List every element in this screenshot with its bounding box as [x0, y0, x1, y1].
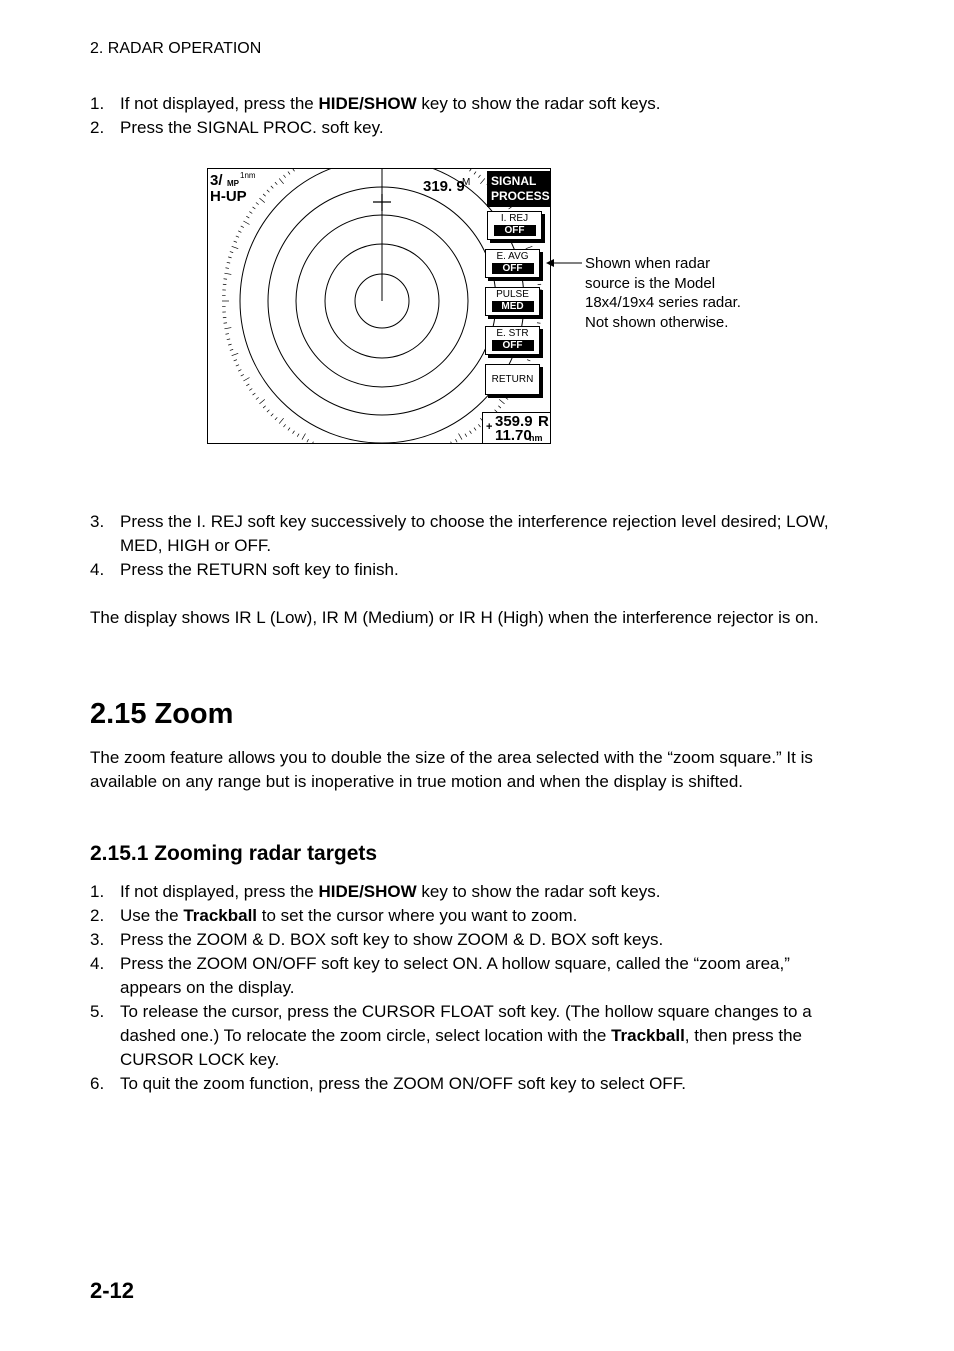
- cursor-range: 11.70: [495, 427, 532, 444]
- softkey-value: MED: [492, 301, 534, 312]
- bearing-tick: [478, 175, 480, 178]
- range-label: 3/: [210, 172, 223, 189]
- bearing-tick: [474, 172, 476, 175]
- bearing-tick: [297, 434, 299, 437]
- bearing-tick: [241, 374, 244, 376]
- subsection-heading: 2.15.1 Zooming radar targets: [90, 842, 378, 865]
- softkey-value: OFF: [492, 263, 534, 274]
- radar-display-figure: [207, 168, 551, 444]
- bearing-tick: [234, 241, 237, 242]
- list-item: [90, 92, 850, 116]
- step-text: Press the I. REJ soft key successively to choose the interference rejection level desired; LOW, MED, HIGH or OFF.: [120, 512, 829, 555]
- step-number: 2.: [90, 906, 105, 925]
- cursor-bearing: 359.9: [495, 413, 533, 430]
- bearing-tick: [509, 207, 512, 209]
- softkey-i-rej[interactable]: [487, 211, 542, 240]
- bearing-tick: [234, 360, 237, 361]
- mode-label: H-UP: [210, 188, 247, 205]
- bearing-tick: [527, 241, 530, 242]
- bearing-tick: [225, 268, 228, 269]
- list-item: [90, 1072, 850, 1096]
- bearing-tick: [470, 431, 472, 434]
- heading-unit: M: [462, 177, 471, 188]
- bearing-tick: [505, 397, 508, 399]
- bearing-tick: [527, 360, 530, 361]
- softkey-e-avg[interactable]: [485, 249, 540, 278]
- section-heading: 2.15 Zoom: [90, 698, 234, 730]
- bearing-tick: [249, 212, 252, 214]
- bearing-tick: [230, 349, 233, 350]
- bearing-tick: [232, 353, 239, 355]
- softkey-label: E. STR: [496, 328, 529, 339]
- bearing-tick: [263, 406, 266, 408]
- softkey-pulse[interactable]: [485, 287, 540, 316]
- list-item: [90, 116, 850, 140]
- page-number: 2-12: [90, 1278, 135, 1303]
- list-item: [90, 558, 850, 582]
- bearing-tick: [288, 428, 290, 431]
- bearing-tick: [224, 328, 231, 329]
- step-number: 5.: [90, 1002, 105, 1021]
- bearing-tick: [293, 431, 295, 434]
- list-item: [90, 510, 850, 558]
- step-text: Press the RETURN soft key to finish.: [120, 560, 399, 579]
- bearing-tick: [283, 424, 285, 427]
- step-number: 3.: [90, 930, 105, 949]
- bearing-tick: [271, 186, 273, 189]
- cursor-symbol: +: [486, 421, 493, 433]
- softkey-e-str[interactable]: [485, 326, 540, 355]
- bearing-tick: [236, 236, 239, 237]
- bearing-tick: [459, 434, 463, 440]
- section-intro: The zoom feature allows you to double the size of the area selected with the “zoom square.” It is available on any range but is inoperative in true motion and when the display is shifted.: [90, 748, 813, 791]
- bearing-tick: [238, 370, 241, 372]
- range-sub-label: MP: [227, 179, 239, 188]
- step-number: 2.: [90, 118, 105, 137]
- bearing-tick: [312, 442, 314, 444]
- list-item: [90, 904, 850, 928]
- bearing-tick: [256, 397, 259, 399]
- step-number: 4.: [90, 560, 105, 579]
- bearing-tick: [478, 424, 480, 427]
- step-text: To quit the zoom function, press the ZOOM ON/OFF soft key to select OFF.: [120, 1074, 686, 1093]
- bearing-tick: [224, 273, 231, 274]
- step-number: 3.: [90, 512, 105, 531]
- step-text: Press the ZOOM ON/OFF soft key to select ON. A hollow square, called the “zoom area,” appears on the display.: [120, 954, 790, 997]
- bearing-tick: [227, 339, 230, 340]
- cursor-range-unit: nm: [529, 433, 543, 443]
- list-item: [90, 928, 850, 952]
- menu-title-line2: PROCESS: [491, 189, 550, 203]
- list-item: [90, 880, 850, 904]
- bearing-tick: [253, 207, 256, 209]
- softkey-return[interactable]: [485, 364, 540, 395]
- softkey-label: PULSE: [496, 289, 529, 300]
- bearing-tick: [455, 439, 457, 442]
- bearing-tick: [267, 190, 270, 192]
- bearing-tick: [451, 442, 453, 444]
- bearing-tick: [227, 262, 230, 263]
- bearing-tick: [256, 202, 259, 204]
- bearing-tick: [279, 418, 283, 423]
- bearing-tick: [474, 428, 476, 431]
- callout-note: Shown when radar source is the Model 18x4/19x4 series radar. Not shown otherwise.: [585, 255, 741, 331]
- cursor-readout-box: [482, 412, 551, 444]
- softkey-label: E. AVG: [496, 251, 529, 262]
- bearing-tick: [275, 417, 277, 420]
- bearing-tick: [302, 434, 306, 440]
- softkey-value: OFF: [492, 340, 534, 351]
- bearing-tick: [267, 410, 270, 412]
- step-number: 1.: [90, 882, 105, 901]
- step-number: 6.: [90, 1074, 105, 1093]
- step-text: To release the cursor, press the CURSOR FLOAT soft key. (The hollow square changes to a dashed one.) To relocate the zoom circle, select location with the Trackball, then press the CURSOR LOCK key.: [120, 1002, 812, 1069]
- bearing-tick: [228, 344, 231, 345]
- bearing-tick: [275, 182, 277, 185]
- menu-title-line1: SIGNAL: [491, 174, 537, 188]
- cursor-bearing-unit: R: [538, 413, 549, 430]
- bearing-tick: [243, 221, 249, 225]
- bearing-tick: [307, 439, 309, 442]
- step-text: If not displayed, press the HIDE/SHOW key to show the radar soft keys.: [120, 94, 661, 113]
- step-number: 1.: [90, 94, 105, 113]
- bearing-tick: [480, 178, 484, 183]
- bearing-tick: [232, 246, 239, 248]
- bearing-tick: [236, 365, 239, 366]
- step-text: If not displayed, press the HIDE/SHOW key to show the radar soft keys.: [120, 882, 661, 901]
- bearing-tick: [465, 434, 467, 437]
- bearing-tick: [230, 252, 233, 253]
- step-text: Press the SIGNAL PROC. soft key.: [120, 118, 384, 137]
- bearing-tick: [259, 399, 264, 403]
- bearing-tick: [470, 169, 472, 171]
- bearing-tick: [238, 231, 241, 233]
- ring-interval-label: 1nm: [240, 171, 256, 180]
- signal-process-menu-title: [487, 171, 551, 207]
- softkey-label: RETURN: [491, 374, 534, 385]
- softkey-label: I. REJ: [500, 213, 529, 224]
- step-text: Press the ZOOM & D. BOX soft key to show ZOOM & D. BOX soft keys.: [120, 930, 664, 949]
- bearing-tick: [288, 172, 290, 175]
- running-header: 2. RADAR OPERATION: [90, 40, 262, 57]
- softkey-value: OFF: [494, 225, 536, 236]
- bearing-tick: [271, 414, 273, 417]
- step-text: Use the Trackball to set the cursor where you want to zoom.: [120, 906, 578, 925]
- step-number: 4.: [90, 954, 105, 973]
- bearing-tick: [241, 226, 244, 228]
- ir-paragraph: The display shows IR L (Low), IR M (Medium) or IR H (High) when the interference rejector is on.: [90, 608, 819, 627]
- bearing-tick: [246, 384, 249, 386]
- bearing-tick: [279, 178, 283, 183]
- bearing-tick: [243, 378, 249, 382]
- bearing-tick: [225, 334, 228, 335]
- bearing-tick: [228, 257, 231, 258]
- bearing-tick: [498, 406, 501, 408]
- bearing-tick: [253, 393, 256, 395]
- heading-readout: 319. 9: [423, 178, 465, 195]
- bearing-tick: [263, 194, 266, 196]
- list-item: [90, 1000, 850, 1072]
- bearing-tick: [246, 216, 249, 218]
- bearing-tick: [499, 399, 504, 403]
- bearing-tick: [283, 175, 285, 178]
- bearing-tick: [293, 169, 295, 171]
- callout-arrow: [540, 255, 590, 271]
- list-item: [90, 952, 850, 1000]
- bearing-tick: [249, 389, 252, 391]
- bearing-tick: [259, 198, 264, 202]
